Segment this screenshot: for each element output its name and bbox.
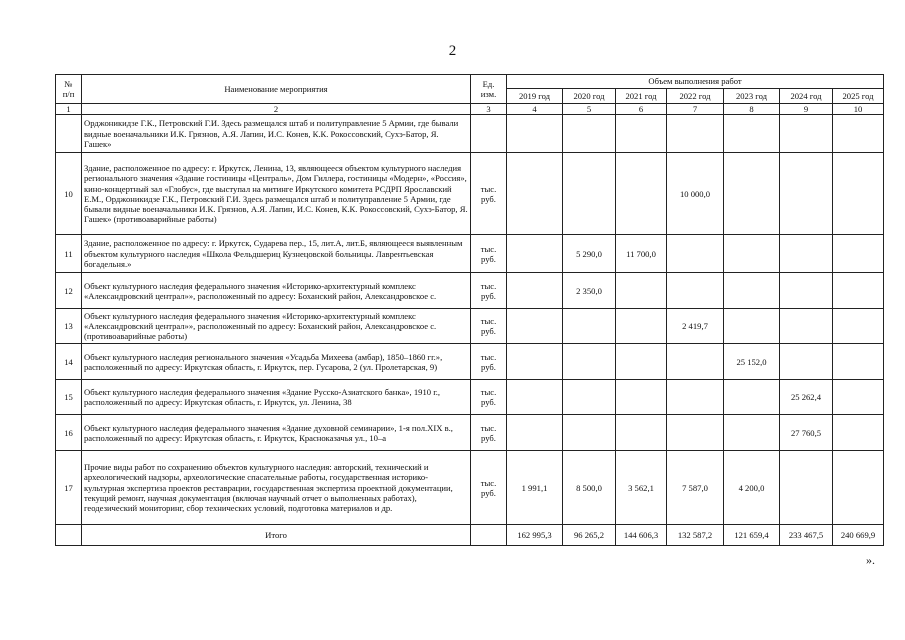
total-value-2022-год: 132 587,2 — [667, 525, 724, 546]
page-number: 2 — [448, 43, 457, 59]
column-number-6: 7 — [667, 104, 724, 115]
row-activity-name: Здание, расположенное по адресу: г. Иркутск, Ленина, 13, являющееся объектом культурного наследия регионального значения «Здание гостиницы «Централь», Дом Гиллера, гостиницы «Модерн», «Россия», кино-концертный зал «Глобус», где выступал на митинге Иркутского комитета РСДРП Ярославский Е.М., Орджоникидзе Г.К., Петровский Г.И. Здесь размещался штаб и политуправление 5 Армии, где бывали видные военачальники И.К. Грязнов, А.Я. Лапин, И.С. Конев, К.К. Рокоссовский, Сухэ-Батор, Я. Гашек» (противоаварийные работы) — [82, 153, 471, 235]
row-value-2025-год — [833, 115, 884, 153]
row-value-2019-год — [507, 309, 563, 344]
row-value-2025-год — [833, 309, 884, 344]
total-label: Итого — [82, 525, 471, 546]
row-value-2020-год: 2 350,0 — [563, 273, 616, 309]
header-volume-col: Объем выполнения работ — [507, 75, 884, 89]
row-unit: тыс. руб. — [471, 235, 507, 273]
total-unit-cell — [471, 525, 507, 546]
header-year-1: 2020 год — [563, 89, 616, 104]
row-value-2023-год — [724, 309, 780, 344]
row-number: 11 — [56, 235, 82, 273]
row-value-2023-год — [724, 415, 780, 451]
row-value-2021-год: 3 562,1 — [616, 451, 667, 525]
row-value-2019-год — [507, 273, 563, 309]
header-year-2: 2021 год — [616, 89, 667, 104]
row-value-2020-год — [563, 344, 616, 380]
table-row — [56, 153, 884, 235]
row-unit: тыс. руб. — [471, 415, 507, 451]
row-value-2025-год — [833, 415, 884, 451]
header-num-col — [56, 75, 82, 104]
row-value-2025-год — [833, 344, 884, 380]
table-row — [56, 273, 884, 309]
row-value-2024-год: 27 760,5 — [780, 415, 833, 451]
column-number-7: 8 — [724, 104, 780, 115]
row-unit: тыс. руб. — [471, 273, 507, 309]
row-activity-name: Объект культурного наследия федерального значения «Здание духовной семинарии», 1-я пол.XIX в., расположенный по адресу: Иркутская область, г. Иркутск, Красноказачья ул., 10–а — [82, 415, 471, 451]
row-value-2020-год — [563, 380, 616, 415]
total-value-2020-год: 96 265,2 — [563, 525, 616, 546]
row-value-2021-год — [616, 309, 667, 344]
row-value-2020-год: 8 500,0 — [563, 451, 616, 525]
total-value-2021-год: 144 606,3 — [616, 525, 667, 546]
row-unit: тыс. руб. — [471, 309, 507, 344]
closing-quote-mark: ». — [866, 553, 875, 567]
row-value-2022-год — [667, 344, 724, 380]
row-unit: тыс. руб. — [471, 153, 507, 235]
row-value-2021-год — [616, 380, 667, 415]
row-value-2023-год: 4 200,0 — [724, 451, 780, 525]
row-unit: тыс. руб. — [471, 344, 507, 380]
row-unit: тыс. руб. — [471, 380, 507, 415]
row-value-2025-год — [833, 451, 884, 525]
row-value-2019-год — [507, 380, 563, 415]
row-value-2021-год — [616, 415, 667, 451]
row-number: 17 — [56, 451, 82, 525]
row-value-2023-год — [724, 235, 780, 273]
row-value-2024-год — [780, 451, 833, 525]
row-value-2021-год — [616, 344, 667, 380]
row-activity-name: Прочие виды работ по сохранению объектов культурного наследия: авторский, технический и археологический надзоры, археологические спасательные работы, государственная историко-культурная экспертиза проектов реставрации, государственная экспертиза проектной документации, текущий ремонт, научная документация (включая научный отчет о выполненных работах), геодезический мониторинг, сбор технических условий, подготовка материалов и др. — [82, 451, 471, 525]
row-value-2019-год — [507, 115, 563, 153]
table-row — [56, 115, 884, 153]
total-value-2023-год: 121 659,4 — [724, 525, 780, 546]
column-number-8: 9 — [780, 104, 833, 115]
row-value-2019-год — [507, 415, 563, 451]
total-value-2019-год: 162 995,3 — [507, 525, 563, 546]
row-number: 16 — [56, 415, 82, 451]
header-unit-col — [471, 75, 507, 104]
header-year-0: 2019 год — [507, 89, 563, 104]
row-value-2020-год — [563, 153, 616, 235]
row-value-2025-год — [833, 273, 884, 309]
header-year-6: 2025 год — [833, 89, 884, 104]
column-number-3: 4 — [507, 104, 563, 115]
row-value-2023-год — [724, 273, 780, 309]
row-value-2019-год — [507, 153, 563, 235]
header-year-3: 2022 год — [667, 89, 724, 104]
column-number-9: 10 — [833, 104, 884, 115]
row-value-2023-год — [724, 380, 780, 415]
table-row — [56, 344, 884, 380]
row-value-2021-год — [616, 115, 667, 153]
row-number: 14 — [56, 344, 82, 380]
row-activity-name: Объект культурного наследия федерального значения «Историко-архитектурный комплекс «Александровский централ»», расположенный по адресу: Боханский район, Александровское с. (противоаварийные работы) — [82, 309, 471, 344]
row-value-2023-год — [724, 115, 780, 153]
row-value-2024-год: 25 262,4 — [780, 380, 833, 415]
row-value-2024-год — [780, 153, 833, 235]
row-value-2019-год — [507, 344, 563, 380]
header-name-col: Наименование мероприятия — [82, 75, 471, 104]
column-number-4: 5 — [563, 104, 616, 115]
row-value-2021-год — [616, 153, 667, 235]
header-unit-text: Ед. изм. — [480, 78, 497, 99]
row-activity-name: Объект культурного наследия федерального значения «Историко-архитектурный комплекс «Александровский централ»», расположенный по адресу: Боханский район, Александровское с. — [82, 273, 471, 309]
row-value-2022-год — [667, 380, 724, 415]
row-unit — [471, 115, 507, 153]
row-value-2020-год: 5 290,0 — [563, 235, 616, 273]
row-value-2022-год: 7 587,0 — [667, 451, 724, 525]
row-number: 12 — [56, 273, 82, 309]
works-volume-table — [55, 74, 884, 546]
total-blank-cell — [56, 525, 82, 546]
table-row — [56, 380, 884, 415]
row-number: 15 — [56, 380, 82, 415]
row-value-2021-год: 11 700,0 — [616, 235, 667, 273]
row-value-2021-год — [616, 273, 667, 309]
column-number-2: 3 — [471, 104, 507, 115]
row-value-2024-год — [780, 309, 833, 344]
column-number-1: 2 — [82, 104, 471, 115]
table-row — [56, 451, 884, 525]
row-value-2025-год — [833, 235, 884, 273]
row-value-2024-год — [780, 344, 833, 380]
row-value-2025-год — [833, 153, 884, 235]
row-number: 13 — [56, 309, 82, 344]
row-value-2019-год: 1 991,1 — [507, 451, 563, 525]
total-value-2025-год: 240 669,9 — [833, 525, 884, 546]
row-value-2020-год — [563, 309, 616, 344]
row-number: 10 — [56, 153, 82, 235]
total-row — [56, 525, 884, 546]
row-activity-name: Объект культурного наследия регионального значения «Усадьба Михеева (амбар), 1850–1860 гг.», расположенный по адресу: Иркутская область, г. Иркутск, пер. Гусарова, 2 (ул. Пролетарская, 9) — [82, 344, 471, 380]
header-year-5: 2024 год — [780, 89, 833, 104]
row-value-2024-год — [780, 115, 833, 153]
column-number-5: 6 — [616, 104, 667, 115]
table-row — [56, 415, 884, 451]
row-value-2025-год — [833, 380, 884, 415]
row-value-2022-год — [667, 273, 724, 309]
row-unit: тыс. руб. — [471, 451, 507, 525]
header-num-text: № п/п — [62, 78, 75, 99]
row-value-2024-год — [780, 235, 833, 273]
row-value-2019-год — [507, 235, 563, 273]
row-value-2022-год: 10 000,0 — [667, 153, 724, 235]
column-number-0: 1 — [56, 104, 82, 115]
row-value-2023-год — [724, 153, 780, 235]
table-row — [56, 235, 884, 273]
header-year-4: 2023 год — [724, 89, 780, 104]
row-value-2023-год: 25 152,0 — [724, 344, 780, 380]
row-value-2022-год: 2 419,7 — [667, 309, 724, 344]
row-value-2022-год — [667, 115, 724, 153]
row-value-2020-год — [563, 415, 616, 451]
row-value-2020-год — [563, 115, 616, 153]
row-value-2024-год — [780, 273, 833, 309]
table-row — [56, 309, 884, 344]
total-value-2024-год: 233 467,5 — [780, 525, 833, 546]
row-activity-name: Орджоникидзе Г.К., Петровский Г.И. Здесь размещался штаб и политуправление 5 Армии, где бывали видные военачальники И.К. Грязнов, А.Я. Лапин, И.С. Конев, К.К. Рокоссовский, Сухэ-Батор, Я. Гашек» — [82, 115, 471, 153]
row-activity-name: Здание, расположенное по адресу: г. Иркутск, Сударева пер., 15, лит.А, лит.Б, являющееся выявленным объектом культурного наследия «Школа Фельдшериц Кузнецовской больницы. Лаврентьевская богадельня.» — [82, 235, 471, 273]
row-value-2022-год — [667, 415, 724, 451]
row-activity-name: Объект культурного наследия федерального значения «Здание Русско-Азиатского банка», 1910 г., расположенный по адресу: Иркутская область, г. Иркутск, ул. Ленина, 38 — [82, 380, 471, 415]
row-number — [56, 115, 82, 153]
row-value-2022-год — [667, 235, 724, 273]
